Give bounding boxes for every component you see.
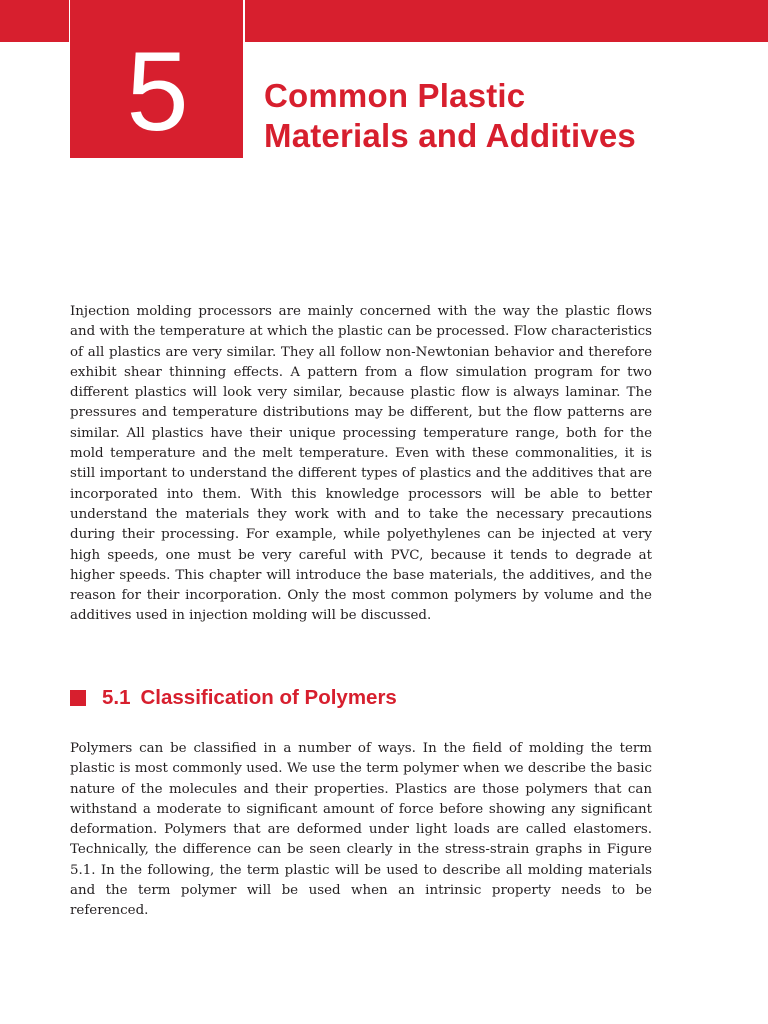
top-band-left-segment [0, 0, 69, 42]
intro-paragraph: Injection molding processors are mainly concerned with the way the plastic flows and with the temperature at which the plastic can be processed. Flow characteristics of all plastics are very similar. They all follow non-Newtonian behavior and therefore exhibit shear thinning effects. A pattern from a flow simulation program for two different plastics will look very similar, because plastic flow is always laminar. The pressures and temperature distributions may be different, but the flow patterns are similar. All plastics have their unique processing temperature range, both for the mold temperature and the melt temperature. Even with these commonalities, it is still important to understand the different types of plastics and the additives that are incorporated into them. With this knowledge processors will be able to better understand the materials they work with and to take the necessary precautions during their processing. For example, while polyethylenes can be injected at very high speeds, one must be very careful with PVC, because it tends to degrade at higher speeds. This chapter will introduce the base materials, the additives, and the reason for their incorporation. Only the most common polymers by volume and the additives used in injection molding will be discussed. [70, 304, 652, 624]
section-paragraph: Polymers can be classified in a number of ways. In the field of molding the term plastic is most commonly used. We use the term polymer when we describe the basic nature of the molecules and their properties. Plastics are those polymers that can withstand a moderate to significant amount of force before showing any significant deformation. Polymers that are deformed under light loads are called elastomers. Technically, the difference can be seen clearly in the stress-strain graphs in Figure 5.1. In the following, the term plastic will be used to describe all molding materials and the term polymer will be used when an intrinsic property needs to be referenced. [70, 741, 652, 919]
chapter-title [264, 76, 636, 156]
chapter-title-line-2: Materials and Additives [264, 117, 636, 154]
section-bullet-square-icon [70, 690, 86, 706]
section-number: 5.1 [102, 686, 131, 709]
top-band-right-segment [245, 0, 768, 42]
chapter-title-line-1: Common Plastic [264, 77, 526, 114]
section-heading [70, 684, 397, 712]
chapter-number-box [70, 0, 243, 158]
chapter-number: 5 [126, 29, 187, 154]
section-title: Classification of Polymers [140, 686, 397, 709]
